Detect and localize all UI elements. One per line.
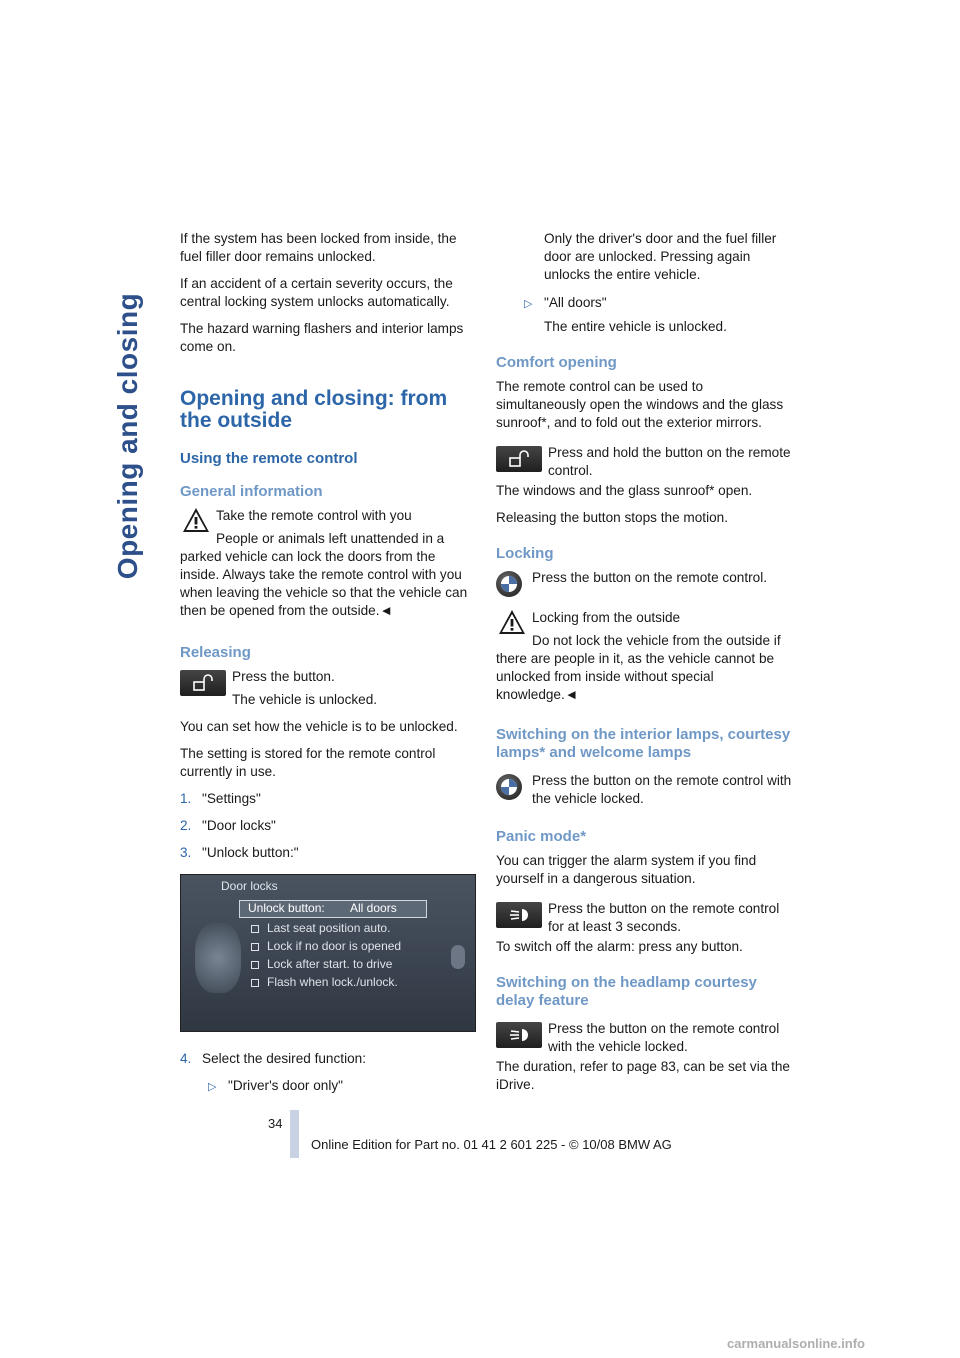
screen-selected-row [239, 900, 427, 918]
screen-selected-label: Unlock button: [248, 901, 325, 915]
screen-menu-item: Lock if no door is opened [251, 939, 401, 953]
locking-instruction [496, 569, 792, 607]
warning-title: Locking from the outside [532, 610, 681, 625]
idrive-screenshot [180, 874, 476, 1032]
step-number: 3. [180, 845, 192, 860]
step-text: "Door locks" [202, 818, 276, 833]
screen-menu-item: Lock after start. to drive [251, 957, 392, 971]
unlock-button-icon [496, 446, 542, 472]
paragraph: You can trigger the alarm system if you find yourself in a dangerous situation. [496, 853, 757, 886]
headlight-button-icon [496, 902, 542, 928]
step-text: "Unlock button:" [202, 845, 299, 860]
instruction-text: Press and hold the button on the remote control. [548, 445, 791, 478]
screen-menu-item: Flash when lock./unlock. [251, 975, 398, 989]
interior-lamps-instruction [496, 772, 792, 810]
bmw-logo-button-icon [496, 571, 522, 597]
instruction-text: Press the button on the remote control with the vehicle locked. [548, 1021, 780, 1054]
warning-icon [498, 609, 526, 640]
bullet-description: Only the driver's door and the fuel filler door are unlocked. Pressing again unlocks the entire vehicle. [544, 231, 777, 282]
step-item [180, 1050, 475, 1068]
paragraph: To switch off the alarm: press any button. [496, 939, 743, 954]
step-item [180, 817, 475, 835]
side-section-title [102, 236, 154, 636]
paragraph: The remote control can be used to simultaneously open the windows and the glass sunroof*, and to fold out the exterior mirrors. [496, 379, 784, 430]
screen-side-graphic [451, 945, 465, 969]
instruction-text: Press the button on the remote control. [532, 570, 768, 585]
heading-releasing: Releasing [180, 644, 251, 661]
paragraph: If an accident of a certain severity occurs, the central locking system unlocks automatically. [180, 276, 453, 309]
step-text: "Settings" [202, 791, 261, 806]
bullet-text: "Driver's door only" [228, 1078, 343, 1093]
comfort-instruction [496, 444, 792, 482]
controller-knob-graphic [195, 923, 241, 993]
heading-interior-lamps: Switching on the interior lamps, courtesy lamps* and welcome lamps [496, 726, 791, 761]
watermark[interactable]: carmanualsonline.info [727, 1336, 865, 1351]
release-instruction [180, 668, 475, 709]
bullet-item [208, 1077, 475, 1096]
heading-comfort-opening: Comfort opening [496, 354, 617, 371]
paragraph: The windows and the glass sunroof* open. [496, 483, 753, 498]
subsection-heading: Using the remote control [180, 450, 358, 467]
step-item [180, 790, 475, 808]
warning-block [496, 609, 792, 704]
bullet-text: "All doors" [544, 295, 607, 310]
instruction-text: Press the button on the remote control with the vehicle locked. [532, 773, 792, 806]
screen-header: Door locks [221, 879, 278, 893]
panic-instruction [496, 900, 792, 938]
paragraph: Releasing the button stops the motion. [496, 510, 728, 525]
paragraph: The hazard warning flashers and interior lamps come on. [180, 321, 464, 354]
heading-panic-mode: Panic mode* [496, 828, 587, 845]
step-number: 1. [180, 791, 192, 806]
headlight-button-icon [496, 1022, 542, 1048]
bullet-marker-icon: ▷ [524, 298, 533, 310]
right-column [496, 230, 792, 1103]
heading-headlamp-courtesy: Switching on the headlamp courtesy delay feature [496, 974, 757, 1009]
left-column [180, 230, 475, 1105]
footer-bar [290, 1110, 299, 1158]
headlamp-instruction [496, 1020, 792, 1058]
footer-edition: Online Edition for Part no. 01 41 2 601 225 - © 10/08 BMW AG [311, 1137, 672, 1152]
step-text: Select the desired function: [202, 1051, 366, 1066]
warning-title: Take the remote control with you [216, 508, 412, 523]
step-number: 4. [180, 1051, 192, 1066]
paragraph: The duration, refer to page 83, can be set via the iDrive. [496, 1059, 790, 1092]
paragraph: You can set how the vehicle is to be unlocked. [180, 719, 458, 734]
page-number: 34 [268, 1116, 283, 1131]
paragraph: If the system has been locked from inside, the fuel filler door remains unlocked. [180, 231, 457, 264]
step-item [180, 844, 475, 862]
bullet-item [524, 294, 792, 313]
paragraph: The setting is stored for the remote control currently in use. [180, 746, 436, 779]
instruction-text: Press the button on the remote control for at least 3 seconds. [548, 901, 780, 934]
warning-block [180, 507, 475, 620]
heading-locking: Locking [496, 545, 554, 562]
warning-icon [182, 507, 210, 538]
bmw-logo-button-icon [496, 774, 522, 800]
screen-menu-item: Last seat position auto. [251, 921, 390, 935]
bullet-marker-icon: ▷ [208, 1081, 217, 1093]
bullet-description: The entire vehicle is unlocked. [544, 319, 727, 334]
release-step: Press the button. [232, 669, 335, 684]
section-heading: Opening and closing: from the outside [180, 387, 448, 432]
heading-general-information: General information [180, 483, 323, 500]
step-number: 2. [180, 818, 192, 833]
screen-selected-value: All doors [350, 901, 397, 915]
side-title-text: Opening and closing [112, 292, 143, 580]
warning-body: Do not lock the vehicle from the outside if there are people in it, as the vehicle cannot be unlocked from inside without special knowledge.◄ [496, 633, 781, 702]
warning-body: People or animals left unattended in a parked vehicle can lock the doors from the inside. Always take the remote control with you when leaving the vehicle so that the vehicle can then be opened from the outside.◄ [180, 531, 468, 618]
unlock-button-icon [180, 670, 226, 696]
release-result: The vehicle is unlocked. [232, 692, 378, 707]
